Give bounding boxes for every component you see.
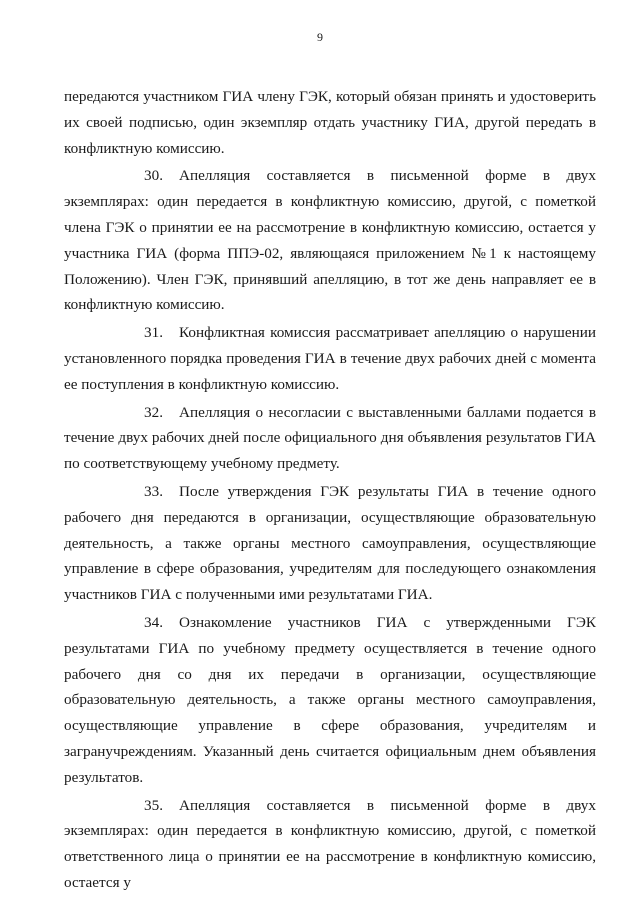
paragraph-text: Ознакомление участников ГИА с утвержденными ГЭК результатами ГИА по учебному предмету осуществляется в течение одного рабочего дня со дня их передачи в организации, осуществляющие образовательную деятельность, а также органы местного самоуправления, осуществляющие управление в сфере образования, учредителям и загранучреждениям. Указанный день считается официальным днем объявления результатов. — [64, 613, 596, 786]
paragraph-number: 34. — [144, 613, 163, 631]
paragraph-31 — [64, 320, 596, 397]
paragraph-35 — [64, 793, 596, 896]
paragraph-33 — [64, 479, 596, 608]
paragraph-text: Апелляция составляется в письменной форме в двух экземплярах: один передается в конфликтную комиссию, другой, с пометкой члена ГЭК о принятии ее на рассмотрение в конфликтную комиссию, остается у участника ГИА (форма ППЭ-02, являющаяся приложением №1 к настоящему Положению). Член ГЭК, принявший апелляцию, в тот же день направляет ее в конфликтную комиссию. — [64, 167, 596, 314]
paragraph-34 — [64, 610, 596, 791]
paragraph-32 — [64, 400, 596, 477]
paragraph-text: После утверждения ГЭК результаты ГИА в течение одного рабочего дня передаются в организации, осуществляющие образовательную деятельность, а также органы местного самоуправления, осуществляющие управление в сфере образования, учредителям для последующего ознакомления участников ГИА с полученными ими результатами ГИА. — [64, 482, 596, 604]
paragraph-number: 33. — [144, 482, 163, 500]
page-number: 9 — [317, 30, 323, 44]
paragraph-number: 35. — [144, 796, 163, 814]
paragraph-text: Апелляция о несогласии с выставленными баллами подается в течение двух рабочих дней после официального дня объявления результатов ГИА по соответствующему учебному предмету. — [64, 403, 596, 473]
paragraph-number: 31. — [144, 324, 163, 342]
paragraph-30 — [64, 163, 596, 318]
document-body — [64, 84, 596, 896]
paragraph-number: 32. — [144, 403, 163, 421]
paragraph-text: Конфликтная комиссия рассматривает апелляцию о нарушении установленного порядка проведения ГИА в течение двух рабочих дней с момента ее поступления в конфликтную комиссию. — [64, 324, 596, 393]
paragraph-number: 30. — [144, 167, 163, 185]
paragraph-text: Апелляция составляется в письменной форме в двух экземплярах: один передается в конфликтную комиссию, другой, с пометкой ответственного лица о принятии ее на рассмотрение в конфликтную комиссию, остается у — [64, 796, 596, 891]
continuation-paragraph: передаются участником ГИА члену ГЭК, который обязан принять и удостоверить их своей подписью, один экземпляр отдать участнику ГИА, другой передать в конфликтную комиссию. — [64, 88, 596, 157]
